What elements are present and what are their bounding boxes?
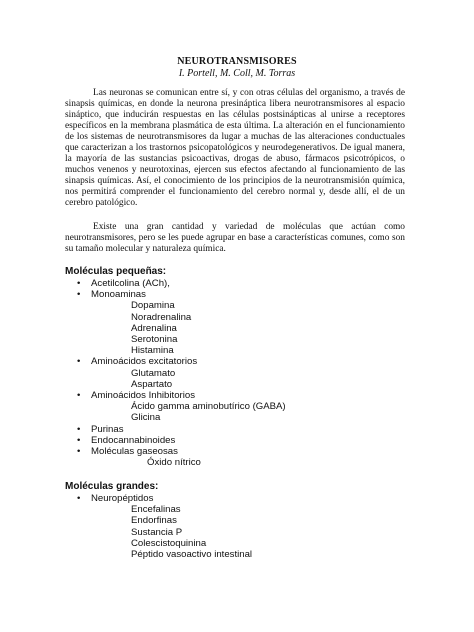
- list-subitem: Péptido vasoactivo intestinal: [131, 549, 253, 561]
- bullet-icon: •: [77, 390, 81, 402]
- list-item: • Monoaminas: [65, 289, 425, 300]
- list-subitem: Encefalinas: [131, 504, 181, 516]
- list-item: • Endocannabinoides: [65, 435, 425, 446]
- section-heading-large-molecules: Moléculas grandes:: [65, 481, 159, 492]
- list-subitem: Endorfinas: [131, 515, 177, 527]
- list-subitem: Aspartato: [131, 378, 173, 390]
- classification-paragraph: Existe una gran cantidad y variedad de moléculas que actúan como neurotransmisores, pero se les puede agrupar en base a características comunes, como son su tamaño molecular y naturaleza química.: [65, 222, 405, 254]
- bullet-icon: •: [77, 278, 81, 289]
- list-subitem: Noradrenalina: [131, 311, 192, 323]
- large-molecules-list: [65, 493, 425, 560]
- list-subitem: Glutamato: [131, 367, 176, 379]
- list-item: • Aminoácidos Inhibitorios: [65, 390, 425, 401]
- document-title: NEUROTRANSMISORES: [177, 56, 297, 67]
- list-item: • Moléculas gaseosas: [65, 446, 425, 457]
- bullet-icon: •: [77, 356, 81, 368]
- intro-paragraph: Las neuronas se comunican entre sí, y con otras células del organismo, a través de sinapsis químicas, en donde la neurona presináptica libera neurotransmisores al espacio sináptico, que inducirán respuestas en las células postsinápticas al unirse a receptores específicos en la membrana plasmática de esta última. La alteración en el funcionamiento de los sistemas de neurotransmisores da lugar a muchas de las alteraciones conductuales que caracterizan a los trastornos psicopatológicos y neurodegenerativos. De igual manera, la mayoría de las sustancias psicoactivas, drogas de abuso, fármacos psicotrópicos, o muchos venenos y neurotoxinas, ejercen sus efectos afectando al funcionamiento de las sinapsis químicas. Así, el conocimiento de los principios de la neurotransmisión química, nos permitirá comprender el funcionamiento del cerebro normal y, desde allí, el de un cerebro patológico.: [65, 88, 405, 208]
- list-subitem: Ácido gamma aminobutírico (GABA): [131, 401, 286, 413]
- list-subitem: Glicina: [131, 412, 161, 424]
- list-subitem: Histamina: [131, 345, 174, 357]
- list-item: • Purinas: [65, 424, 425, 435]
- list-item: • Acetilcolina (ACh),: [65, 278, 425, 289]
- bullet-icon: •: [77, 423, 81, 435]
- section-heading-small-molecules: Moléculas pequeñas:: [65, 266, 167, 277]
- list-subitem: Dopamina: [131, 300, 175, 312]
- bullet-icon: •: [77, 493, 81, 504]
- list-item: • Aminoácidos excitatorios: [65, 356, 425, 367]
- list-subitem: Serotonina: [131, 334, 178, 346]
- list-subitem: Sustancia P: [131, 526, 183, 538]
- bullet-icon: •: [77, 289, 81, 301]
- list-subitem: Colescistoquinina: [131, 537, 207, 549]
- list-subitem: Óxido nítrico: [147, 457, 201, 469]
- bullet-icon: •: [77, 446, 81, 458]
- list-item: • Neuropéptidos: [65, 493, 425, 504]
- document-authors: I. Portell, M. Coll, M. Torras: [178, 68, 296, 79]
- bullet-icon: •: [77, 434, 81, 446]
- list-subitem: Adrenalina: [131, 322, 177, 334]
- small-molecules-list: [65, 278, 425, 468]
